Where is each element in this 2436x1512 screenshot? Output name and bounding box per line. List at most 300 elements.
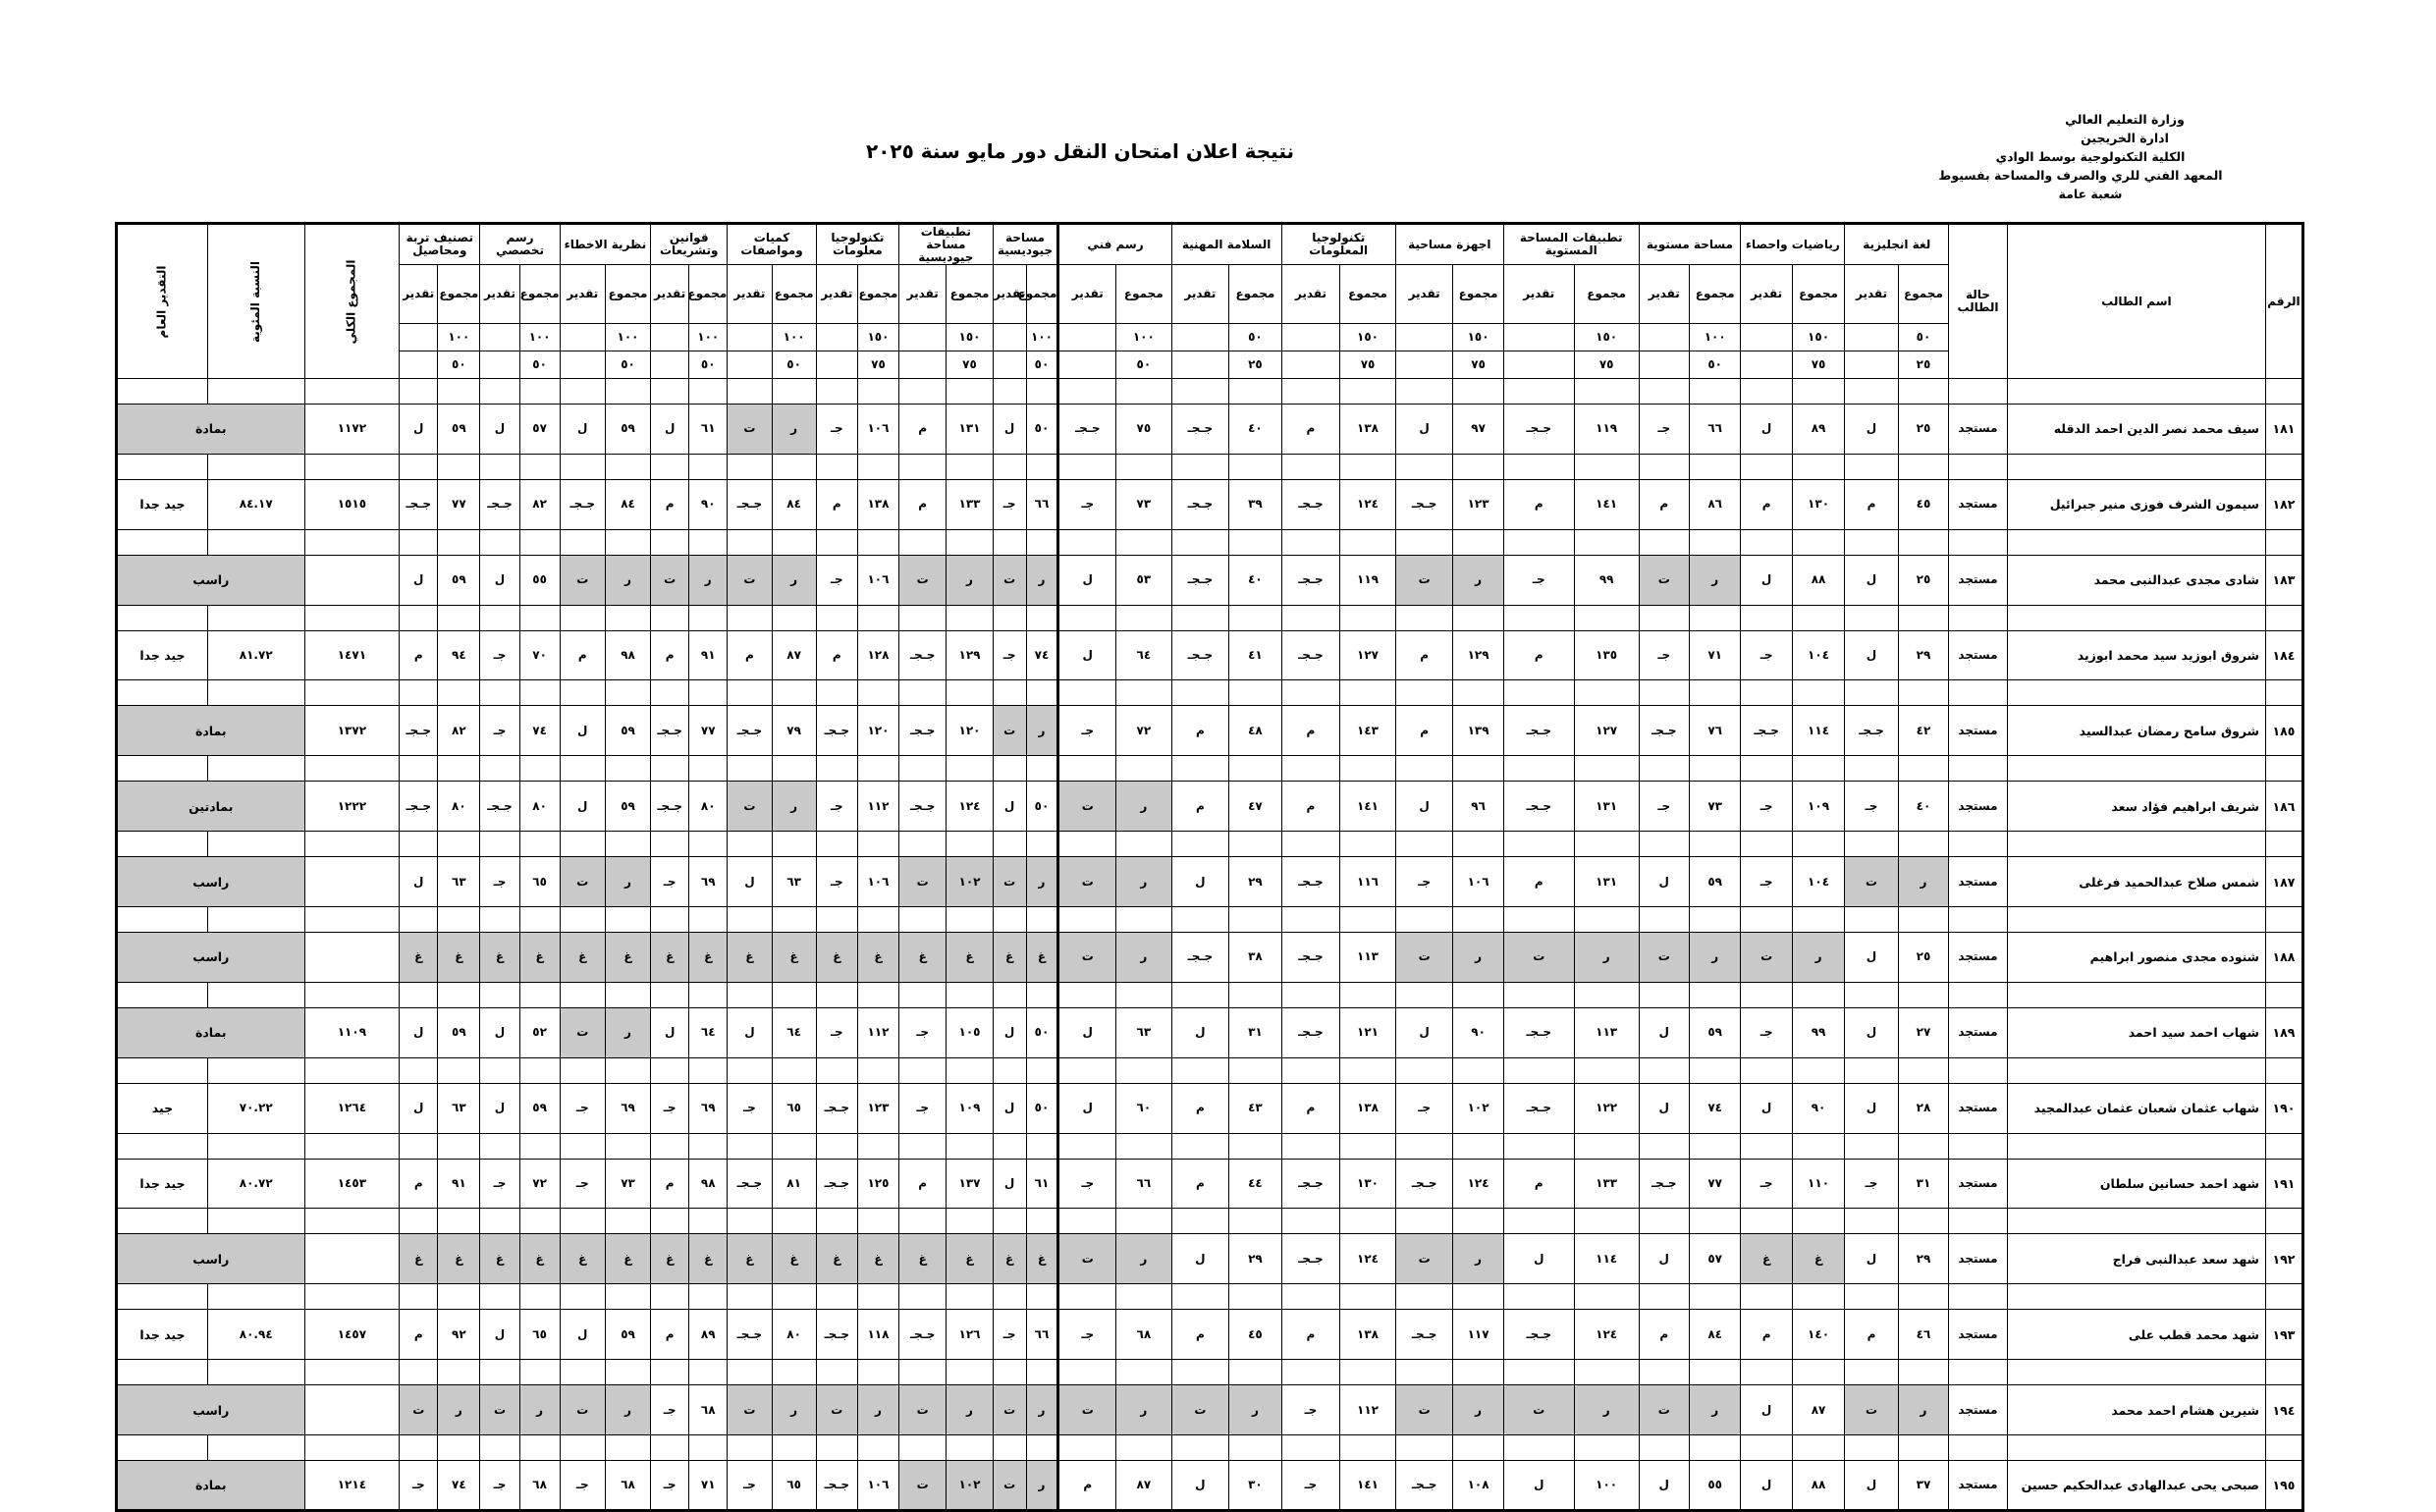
- blank: [400, 351, 438, 379]
- spacer-cell: [1395, 756, 1453, 782]
- spacer-cell: [1898, 756, 1948, 782]
- spacer-cell: [1845, 1360, 1899, 1385]
- spacer-cell: [651, 379, 689, 405]
- subject-sum: ر: [1689, 1385, 1740, 1435]
- spacer-cell: [1689, 605, 1740, 630]
- subject-grade: ت: [899, 1461, 947, 1511]
- spacer-cell: [1639, 529, 1689, 555]
- spacer-cell: [117, 1209, 208, 1234]
- subject-grade: ت: [993, 555, 1026, 605]
- student-overall: جيد جدا: [117, 630, 208, 680]
- spacer-cell: [651, 1435, 689, 1461]
- subject-sum: غ: [438, 1234, 480, 1284]
- max-mark: ٥٠: [1898, 324, 1948, 351]
- subject-sum: ٦٣: [1116, 1007, 1172, 1057]
- spacer-cell: [816, 379, 857, 405]
- student-number: ١٨٥: [2265, 706, 2302, 756]
- spacer-cell: [816, 1284, 857, 1310]
- subject-sum: ر: [772, 1385, 816, 1435]
- spacer-cell: [816, 982, 857, 1007]
- spacer-cell: [1281, 605, 1340, 630]
- student-number: ١٩٤: [2265, 1385, 2302, 1435]
- student-total: [304, 933, 400, 983]
- subject-grade: ل: [1639, 1083, 1689, 1133]
- spacer-cell: [438, 680, 480, 706]
- subject-grade: جـجـ: [816, 1159, 857, 1209]
- col-name-header: اسم الطالب: [2007, 224, 2265, 379]
- subject-grade: ت: [651, 555, 689, 605]
- subject-sum: ٨٨: [1792, 555, 1844, 605]
- spacer-cell: [207, 379, 304, 405]
- subject-grade: جـجـ: [1171, 933, 1229, 983]
- subject-header: تكنولوجيا المعلومات: [1281, 224, 1395, 265]
- subject-sum: ر: [1689, 933, 1740, 983]
- spacer-cell: [899, 1133, 947, 1159]
- spacer-cell: [400, 1360, 438, 1385]
- subject-sum: ٧٦: [1689, 706, 1740, 756]
- spacer-cell: [2007, 832, 2265, 857]
- spacer-cell: [1574, 454, 1639, 479]
- min-mark: ٥٠: [1026, 351, 1058, 379]
- spacer-cell: [1898, 1284, 1948, 1310]
- spacer-cell: [1898, 1057, 1948, 1083]
- spacer-row: [117, 1133, 2303, 1159]
- subject-sum: ٧٢: [1116, 706, 1172, 756]
- spacer-cell: [1340, 529, 1396, 555]
- subject-grade: ت: [728, 405, 772, 455]
- spacer-cell: [857, 1057, 898, 1083]
- spacer-cell: [560, 680, 605, 706]
- spacer-cell: [1741, 605, 1792, 630]
- spacer-cell: [1503, 454, 1574, 479]
- subject-sum: ٥٧: [1689, 1234, 1740, 1284]
- spacer-cell: [689, 907, 728, 933]
- subject-sum: ٧٠: [519, 630, 560, 680]
- spacer-cell: [480, 454, 519, 479]
- subject-sum: ٩٠: [1792, 1083, 1844, 1133]
- spacer-cell: [438, 1133, 480, 1159]
- grade-label: تقدير: [1845, 265, 1899, 324]
- subject-grade: جـ: [1741, 1007, 1792, 1057]
- subject-sum: ٦٣: [772, 857, 816, 907]
- subject-grade: ل: [1845, 1083, 1899, 1133]
- spacer-cell: [1898, 379, 1948, 405]
- subject-grade: ت: [993, 1385, 1026, 1435]
- subject-header: السلامة المهنية: [1171, 224, 1281, 265]
- spacer-cell: [1845, 832, 1899, 857]
- student-row: [117, 857, 2303, 907]
- spacer-cell: [1171, 1209, 1229, 1234]
- subject-grade: جـ: [480, 630, 519, 680]
- spacer-cell: [304, 379, 400, 405]
- spacer-cell: [1171, 832, 1229, 857]
- subject-sum: ١٢٤: [1574, 1310, 1639, 1360]
- spacer-cell: [1503, 982, 1574, 1007]
- spacer-cell: [651, 605, 689, 630]
- sum-label: مجموع: [1792, 265, 1844, 324]
- spacer-cell: [2007, 454, 2265, 479]
- spacer-cell: [947, 982, 993, 1007]
- student-total: ١٤٥٧: [304, 1310, 400, 1360]
- student-name: شنوده مجدى منصور ابراهيم: [2007, 933, 2265, 983]
- spacer-cell: [480, 1209, 519, 1234]
- subject-sum: ٣٨: [1229, 933, 1281, 983]
- subject-header: تطبيقات مساحة جيوديسية: [899, 224, 994, 265]
- subject-grade: ل: [1058, 630, 1116, 680]
- subject-sum: ١٤١: [1340, 1461, 1396, 1511]
- spacer-cell: [993, 1209, 1026, 1234]
- subject-grade: جـجـ: [1281, 555, 1340, 605]
- spacer-cell: [304, 605, 400, 630]
- subject-grade: ل: [728, 1007, 772, 1057]
- subject-grade: جـ: [1639, 630, 1689, 680]
- spacer-cell: [1689, 756, 1740, 782]
- spacer-cell: [207, 1057, 304, 1083]
- subject-grade: غ: [816, 1234, 857, 1284]
- subject-grade: م: [1503, 479, 1574, 529]
- student-overall: راسب: [117, 857, 305, 907]
- spacer-cell: [1574, 756, 1639, 782]
- subject-grade: غ: [560, 933, 605, 983]
- subject-sum: ر: [772, 555, 816, 605]
- blank: [1503, 351, 1574, 379]
- spacer-cell: [1116, 1209, 1172, 1234]
- subject-sum: ١٢٧: [1340, 630, 1396, 680]
- spacer-cell: [1741, 1057, 1792, 1083]
- subject-sum: ٢٥: [1898, 555, 1948, 605]
- blank: [1741, 351, 1792, 379]
- subject-sum: ر: [1453, 1234, 1503, 1284]
- subject-sum: ١٠٦: [857, 555, 898, 605]
- subject-sum: ٦٠: [1116, 1083, 1172, 1133]
- blank: [1171, 351, 1229, 379]
- spacer-cell: [1340, 907, 1396, 933]
- subject-sum: ٨٤: [772, 479, 816, 529]
- subject-sum: ٦٥: [519, 857, 560, 907]
- subject-sum: ٦٤: [772, 1007, 816, 1057]
- subject-sum: ٥٠: [1026, 1083, 1058, 1133]
- subject-sum: ١٢٢: [1574, 1083, 1639, 1133]
- subject-grade: ت: [1845, 1385, 1899, 1435]
- student-row: [117, 630, 2303, 680]
- spacer-cell: [857, 907, 898, 933]
- spacer-cell: [2265, 1209, 2302, 1234]
- subject-sum: ٣٩: [1229, 479, 1281, 529]
- subject-grade: ت: [1058, 1385, 1116, 1435]
- subject-sum: ١١٤: [1574, 1234, 1639, 1284]
- spacer-cell: [400, 1133, 438, 1159]
- spacer-cell: [857, 454, 898, 479]
- spacer-cell: [605, 680, 650, 706]
- spacer-cell: [857, 1209, 898, 1234]
- subject-sum: غ: [772, 1234, 816, 1284]
- spacer-cell: [605, 1209, 650, 1234]
- subject-sum: ر: [1116, 857, 1172, 907]
- subject-grade: جـجـ: [1281, 933, 1340, 983]
- spacer-cell: [1116, 1057, 1172, 1083]
- spacer-cell: [1171, 379, 1229, 405]
- subject-sum: ٧٤: [519, 706, 560, 756]
- blank: [1395, 324, 1453, 351]
- subject-grade: جـجـ: [728, 479, 772, 529]
- subject-sum: ٩٠: [689, 479, 728, 529]
- spacer-cell: [1229, 379, 1281, 405]
- subject-sum: ر: [605, 1007, 650, 1057]
- blank: [1845, 324, 1899, 351]
- spacer-cell: [1058, 379, 1116, 405]
- subject-grade: ل: [1058, 555, 1116, 605]
- subject-sum: ٧٣: [605, 1159, 650, 1209]
- subject-grade: ل: [400, 555, 438, 605]
- spacer-cell: [1453, 680, 1503, 706]
- student-total: [304, 857, 400, 907]
- spacer-cell: [651, 1284, 689, 1310]
- spacer-cell: [772, 1435, 816, 1461]
- subject-sum: ٧٤: [1689, 1083, 1740, 1133]
- subject-grade: ل: [993, 1159, 1026, 1209]
- spacer-cell: [1026, 1284, 1058, 1310]
- spacer-cell: [560, 379, 605, 405]
- spacer-cell: [651, 454, 689, 479]
- spacer-cell: [1395, 1284, 1453, 1310]
- max-mark: ١٠٠: [1026, 324, 1058, 351]
- spacer-cell: [816, 1133, 857, 1159]
- subject-sum: ٥٥: [1689, 1461, 1740, 1511]
- spacer-cell: [1281, 1360, 1340, 1385]
- subject-grade: م: [400, 1310, 438, 1360]
- subject-sum: ١٣١: [1574, 782, 1639, 832]
- spacer-cell: [605, 756, 650, 782]
- subject-sum: ر: [1026, 1385, 1058, 1435]
- spacer-cell: [560, 529, 605, 555]
- spacer-cell: [1453, 907, 1503, 933]
- subject-header: تكنولوجيا معلومات: [816, 224, 898, 265]
- subject-grade: جـ: [816, 1007, 857, 1057]
- subject-grade: جـجـ: [400, 479, 438, 529]
- spacer-cell: [1229, 529, 1281, 555]
- spacer-cell: [1026, 756, 1058, 782]
- spacer-cell: [2265, 1057, 2302, 1083]
- spacer-cell: [1229, 605, 1281, 630]
- spacer-cell: [857, 529, 898, 555]
- subject-header: مساحة جيوديسية: [993, 224, 1058, 265]
- spacer-cell: [993, 529, 1026, 555]
- subject-sum: ١٢٤: [947, 782, 993, 832]
- spacer-cell: [816, 1209, 857, 1234]
- spacer-cell: [1171, 756, 1229, 782]
- spacer-cell: [1574, 982, 1639, 1007]
- subject-grade: ل: [1503, 1234, 1574, 1284]
- spacer-cell: [1898, 1209, 1948, 1234]
- subject-sum: ٧٤: [1026, 630, 1058, 680]
- spacer-cell: [1689, 1209, 1740, 1234]
- spacer-cell: [438, 1057, 480, 1083]
- student-percentage: ٨١.٧٢: [207, 630, 304, 680]
- spacer-cell: [400, 832, 438, 857]
- spacer-cell: [728, 1133, 772, 1159]
- spacer-cell: [689, 982, 728, 1007]
- subject-sum: ر: [1898, 1385, 1948, 1435]
- spacer-cell: [899, 907, 947, 933]
- spacer-row: [117, 1284, 2303, 1310]
- spacer-cell: [899, 529, 947, 555]
- spacer-cell: [1503, 1057, 1574, 1083]
- spacer-cell: [1171, 1057, 1229, 1083]
- subject-sum: ١٠٦: [1453, 857, 1503, 907]
- subject-sum: ١٣١: [1574, 857, 1639, 907]
- sum-label: مجموع: [947, 265, 993, 324]
- subject-sum: ٥٩: [438, 1007, 480, 1057]
- subject-sum: ٩٩: [1574, 555, 1639, 605]
- subject-grade: جـجـ: [1395, 1159, 1453, 1209]
- spacer-cell: [207, 832, 304, 857]
- spacer-cell: [304, 529, 400, 555]
- spacer-cell: [1229, 454, 1281, 479]
- subject-sum: ٩٤: [438, 630, 480, 680]
- subject-grade: ل: [1845, 630, 1899, 680]
- subject-grade: جـجـ: [816, 1310, 857, 1360]
- spacer-cell: [1689, 529, 1740, 555]
- spacer-cell: [1058, 832, 1116, 857]
- spacer-cell: [1689, 680, 1740, 706]
- subject-grade: جـ: [560, 1083, 605, 1133]
- student-overall: بمادة: [117, 706, 305, 756]
- subject-sum: ٨٤: [605, 479, 650, 529]
- spacer-cell: [2265, 529, 2302, 555]
- subject-grade: جـجـ: [1503, 405, 1574, 455]
- student-name: سيمون الشرف فوزى منير جبرائيل: [2007, 479, 2265, 529]
- min-mark: ٥٠: [772, 351, 816, 379]
- subject-grade: ت: [899, 857, 947, 907]
- spacer-cell: [1026, 982, 1058, 1007]
- subject-sum: ١٤٠: [1792, 1310, 1844, 1360]
- division-line: شعبة عامة: [2058, 187, 2123, 201]
- spacer-cell: [207, 756, 304, 782]
- subject-grade: جـ: [480, 706, 519, 756]
- subject-grade: جـ: [480, 857, 519, 907]
- spacer-cell: [857, 1133, 898, 1159]
- subject-grade: غ: [480, 1234, 519, 1284]
- subject-grade: جـجـ: [816, 1083, 857, 1133]
- spacer-cell: [2007, 1360, 2265, 1385]
- subject-sum: ر: [689, 555, 728, 605]
- spacer-cell: [1171, 982, 1229, 1007]
- subject-grade: جـ: [816, 405, 857, 455]
- subject-sum: ١٣٠: [1340, 1159, 1396, 1209]
- subject-grade: م: [1281, 405, 1340, 455]
- spacer-cell: [1171, 529, 1229, 555]
- spacer-cell: [1792, 1209, 1844, 1234]
- subject-sum: ٨١: [772, 1159, 816, 1209]
- spacer-cell: [117, 605, 208, 630]
- grade-label: تقدير: [1639, 265, 1689, 324]
- subject-sum: ١٢١: [1340, 1007, 1396, 1057]
- subject-grade: ل: [1171, 857, 1229, 907]
- subject-sum: ٦٩: [605, 1083, 650, 1133]
- subject-grade: ل: [1639, 1234, 1689, 1284]
- subject-grade: م: [1171, 782, 1229, 832]
- subject-grade: ل: [1171, 1234, 1229, 1284]
- spacer-cell: [772, 1284, 816, 1310]
- spacer-cell: [993, 1435, 1026, 1461]
- subject-sum: ٦٥: [519, 1310, 560, 1360]
- subject-grade: جـ: [651, 1385, 689, 1435]
- blank: [1845, 351, 1899, 379]
- spacer-cell: [1898, 832, 1948, 857]
- student-total: ١٣٧٢: [304, 706, 400, 756]
- spacer-cell: [400, 1057, 438, 1083]
- spacer-cell: [1395, 529, 1453, 555]
- grade-label: تقدير: [1058, 265, 1116, 324]
- subject-sum: ١٣٣: [1574, 1159, 1639, 1209]
- subject-sum: ٥٩: [605, 1310, 650, 1360]
- spacer-cell: [438, 1209, 480, 1234]
- min-mark: ٥٠: [519, 351, 560, 379]
- subject-sum: ١٢٠: [947, 706, 993, 756]
- spacer-cell: [2007, 605, 2265, 630]
- spacer-cell: [1503, 379, 1574, 405]
- sum-label: مجموع: [772, 265, 816, 324]
- subject-sum: غ: [689, 933, 728, 983]
- subject-sum: غ: [1026, 1234, 1058, 1284]
- subject-grade: جـ: [1058, 1310, 1116, 1360]
- subject-sum: ٧٢: [519, 1159, 560, 1209]
- spacer-cell: [605, 1360, 650, 1385]
- subject-sum: ٦٨: [1116, 1310, 1172, 1360]
- subject-sum: ٨٠: [438, 782, 480, 832]
- student-total: [304, 555, 400, 605]
- spacer-cell: [947, 529, 993, 555]
- spacer-cell: [304, 454, 400, 479]
- spacer-cell: [1116, 1435, 1172, 1461]
- spacer-cell: [304, 1284, 400, 1310]
- subject-sum: ر: [1116, 782, 1172, 832]
- max-mark: ١٥٠: [1574, 324, 1639, 351]
- subject-sum: ١٢٣: [1453, 479, 1503, 529]
- spacer-cell: [993, 982, 1026, 1007]
- spacer-cell: [993, 832, 1026, 857]
- spacer-cell: [207, 1284, 304, 1310]
- subject-sum: ١٣٩: [1453, 706, 1503, 756]
- grade-label: تقدير: [728, 265, 772, 324]
- subject-grade: جـ: [1741, 782, 1792, 832]
- subject-grade: ت: [899, 555, 947, 605]
- student-overall: بمادة: [117, 1461, 305, 1511]
- student-name: شيرين هشام احمد محمد: [2007, 1385, 2265, 1435]
- subject-grade: ت: [1395, 933, 1453, 983]
- subject-grade: م: [1395, 630, 1453, 680]
- ministry-line: وزارة التعليم العالي: [2065, 112, 2185, 127]
- spacer-cell: [1503, 1284, 1574, 1310]
- page-title: نتيجة اعلان امتحان النقل دور مايو سنة ٢٠٢٥: [865, 139, 1294, 163]
- subject-sum: ٤٠: [1229, 405, 1281, 455]
- student-status: مستجد: [1949, 1461, 2008, 1511]
- subject-sum: غ: [605, 1234, 650, 1284]
- spacer-cell: [1453, 529, 1503, 555]
- blank: [651, 324, 689, 351]
- subject-grade: ل: [560, 706, 605, 756]
- subject-sum: ٤٣: [1229, 1083, 1281, 1133]
- spacer-cell: [2265, 454, 2302, 479]
- spacer-cell: [304, 680, 400, 706]
- subject-grade: ل: [1741, 1083, 1792, 1133]
- min-mark: ٥٠: [689, 351, 728, 379]
- subject-grade: م: [400, 1159, 438, 1209]
- min-mark: ٢٥: [1229, 351, 1281, 379]
- subject-sum: ١٠٩: [1792, 782, 1844, 832]
- spacer-cell: [689, 1133, 728, 1159]
- spacer-cell: [304, 1133, 400, 1159]
